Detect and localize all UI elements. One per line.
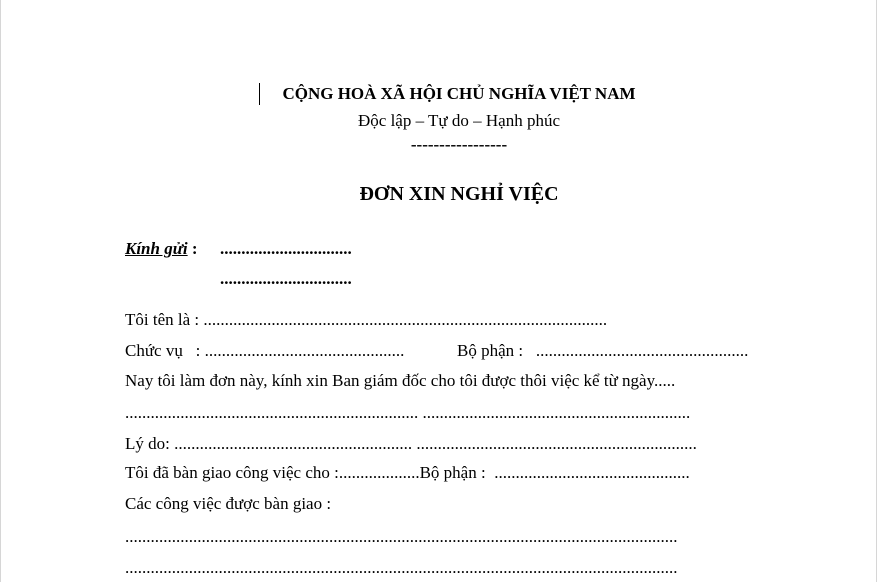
- tasks-label: Các công việc được bàn giao :: [125, 494, 332, 513]
- request-continuation: ..................................................................... ...............................................................: [125, 403, 691, 422]
- tasks-line-1: ..................................................................................................................................: [125, 527, 678, 546]
- national-title: CỘNG HOÀ XÃ HỘI CHỦ NGHĨA VIỆT NAM: [282, 84, 636, 103]
- department-field: Bộ phận : ..................................................: [457, 341, 749, 360]
- position-field: Chức vụ : ...............................................: [125, 341, 405, 360]
- handover-field: Tôi đã bàn giao công việc cho :...................Bộ phận : ..............................................: [125, 463, 690, 482]
- header-separator: -----------------: [410, 135, 508, 154]
- document-title: ĐƠN XIN NGHỈ VIỆC: [359, 183, 559, 205]
- request-statement: Nay tôi làm đơn này, kính xin Ban giám đốc cho tôi được thôi việc kể từ ngày.....: [125, 371, 676, 390]
- tasks-line-2: ..................................................................................................................................: [125, 558, 678, 577]
- name-field: Tôi tên là : ...............................................................................................: [125, 310, 608, 329]
- recipient-dots-1: ...............................: [220, 239, 352, 258]
- reason-field: Lý do: ........................................................ ..................................................................: [125, 434, 697, 453]
- national-motto: Độc lập – Tự do – Hạnh phúc: [358, 111, 560, 130]
- recipient-label: Kính gửi: [125, 239, 188, 258]
- recipient-line: [125, 239, 198, 259]
- recipient-dots-2: ...............................: [220, 269, 352, 288]
- recipient-colon: :: [187, 239, 198, 258]
